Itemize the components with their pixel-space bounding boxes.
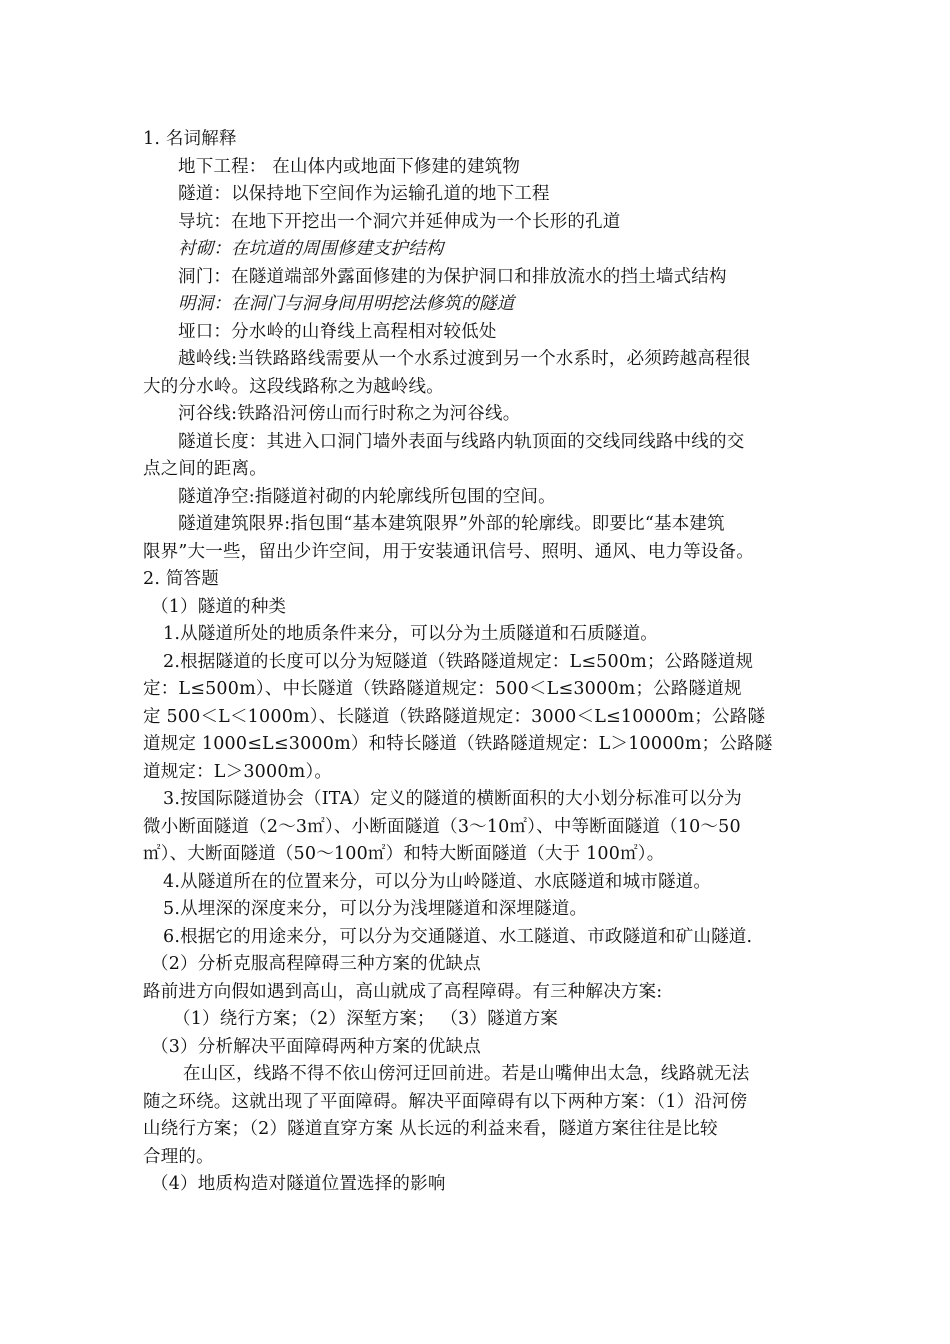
section-heading-short-answer: 2. 简答题 <box>143 569 219 589</box>
term-tunnel-length-1: 隧道长度：其进入口洞门墙外表面与线路内轨顶面的交线同线路中线的交 <box>178 431 745 452</box>
section-heading-glossary: 1. 名词解释 <box>143 129 237 149</box>
question-1-title: （1）隧道的种类 <box>151 596 287 617</box>
term-valley-line: 河谷线:铁路沿河傍山而行时称之为河谷线。 <box>178 404 521 424</box>
term-ridge-line-2: 大的分水岭。这段线路称之为越岭线。 <box>143 376 444 397</box>
question-1-item-3-line-1: 3.按国际隧道协会（ITA）定义的隧道的横断面积的大小划分标准可以分为 <box>163 789 742 809</box>
term-construction-limit-1: 隧道建筑限界:指包围“基本建筑限界”外部的轮廓线。即要比“基本建筑 <box>178 514 725 534</box>
question-1-item-3-line-2: 微小断面隧道（2～3㎡）、小断面隧道（3～10㎡）、中等断面隧道（10～50 <box>143 816 741 837</box>
term-tunnel-length-2: 点之间的距离。 <box>143 459 267 479</box>
question-4-title: （4）地质构造对隧道位置选择的影响 <box>151 1174 446 1194</box>
term-open-cut-tunnel: 明洞：在洞门与洞身间用明挖法修筑的隧道 <box>178 294 515 314</box>
term-tunnel-clearance: 隧道净空:指隧道衬砌的内轮廓线所包围的空间。 <box>178 486 556 507</box>
question-1-item-2-line-2: 定：L≤500m）、中长隧道（铁路隧道规定：500＜L≤3000m；公路隧道规 <box>143 679 742 699</box>
question-3-line-2: 随之环绕。这就出现了平面障碍。解决平面障碍有以下两种方案：（1）沿河傍 <box>143 1091 748 1112</box>
question-1-item-6: 6.根据它的用途来分，可以分为交通隧道、水工隧道、市政隧道和矿山隧道. <box>163 926 753 947</box>
question-1-item-2-line-4: 道规定 1000≤L≤3000m）和特长隧道（铁路隧道规定：L＞10000m；公路隧 <box>143 734 773 754</box>
question-3-line-4: 合理的。 <box>143 1146 214 1167</box>
question-1-item-3-line-3: ㎡）、大断面隧道（50～100㎡）和特大断面隧道（大于 100㎡）。 <box>143 844 665 864</box>
question-3-title: （3）分析解决平面障碍两种方案的优缺点 <box>151 1036 481 1057</box>
question-2-options: （1）绕行方案；（2）深堑方案； （3）隧道方案 <box>173 1009 559 1029</box>
question-1-item-5: 5.从埋深的深度来分，可以分为浅埋隧道和深埋隧道。 <box>163 899 588 919</box>
term-pass: 垭口：分水岭的山脊线上高程相对较低处 <box>178 321 497 342</box>
term-lining: 衬砌：在坑道的周围修建支护结构 <box>178 239 444 259</box>
document-body <box>143 126 809 1199</box>
question-2-text: 路前进方向假如遇到高山，高山就成了高程障碍。有三种解决方案: <box>143 981 663 1002</box>
question-3-line-1: 在山区，线路不得不依山傍河迂回前进。若是山嘴伸出太急，线路就无法 <box>183 1064 750 1084</box>
question-1-item-2-line-5: 道规定：L＞3000m）。 <box>143 761 333 782</box>
term-tunnel: 隧道：以保持地下空间作为运输孔道的地下工程 <box>178 184 550 204</box>
question-1-item-2-line-3: 定 500＜L＜1000m）、长隧道（铁路隧道规定：3000＜L≤10000m；公路隧 <box>143 706 766 727</box>
term-pilot-heading: 导坑：在地下开挖出一个洞穴并延伸成为一个长形的孔道 <box>178 211 621 232</box>
term-ridge-line-1: 越岭线:当铁路路线需要从一个水系过渡到另一个水系时，必须跨越高程很 <box>178 349 751 369</box>
question-3-line-3: 山绕行方案；（2）隧道直穿方案 从长远的利益来看，隧道方案往往是比较 <box>143 1119 718 1139</box>
term-construction-limit-2: 限界”大一些，留出少许空间，用于安装通讯信号、照明、通风、电力等设备。 <box>143 541 754 562</box>
question-1-item-4: 4.从隧道所在的位置来分，可以分为山岭隧道、水底隧道和城市隧道。 <box>163 871 712 892</box>
term-portal: 洞门：在隧道端部外露面修建的为保护洞口和排放流水的挡土墙式结构 <box>178 266 727 287</box>
question-2-title: （2）分析克服高程障碍三种方案的优缺点 <box>151 954 481 974</box>
term-underground-engineering: 地下工程： 在山体内或地面下修建的建筑物 <box>178 156 521 177</box>
question-1-item-2-line-1: 2.根据隧道的长度可以分为短隧道（铁路隧道规定：L≤500m；公路隧道规 <box>163 651 754 672</box>
question-1-item-1: 1.从隧道所处的地质条件来分，可以分为土质隧道和石质隧道。 <box>163 624 658 644</box>
